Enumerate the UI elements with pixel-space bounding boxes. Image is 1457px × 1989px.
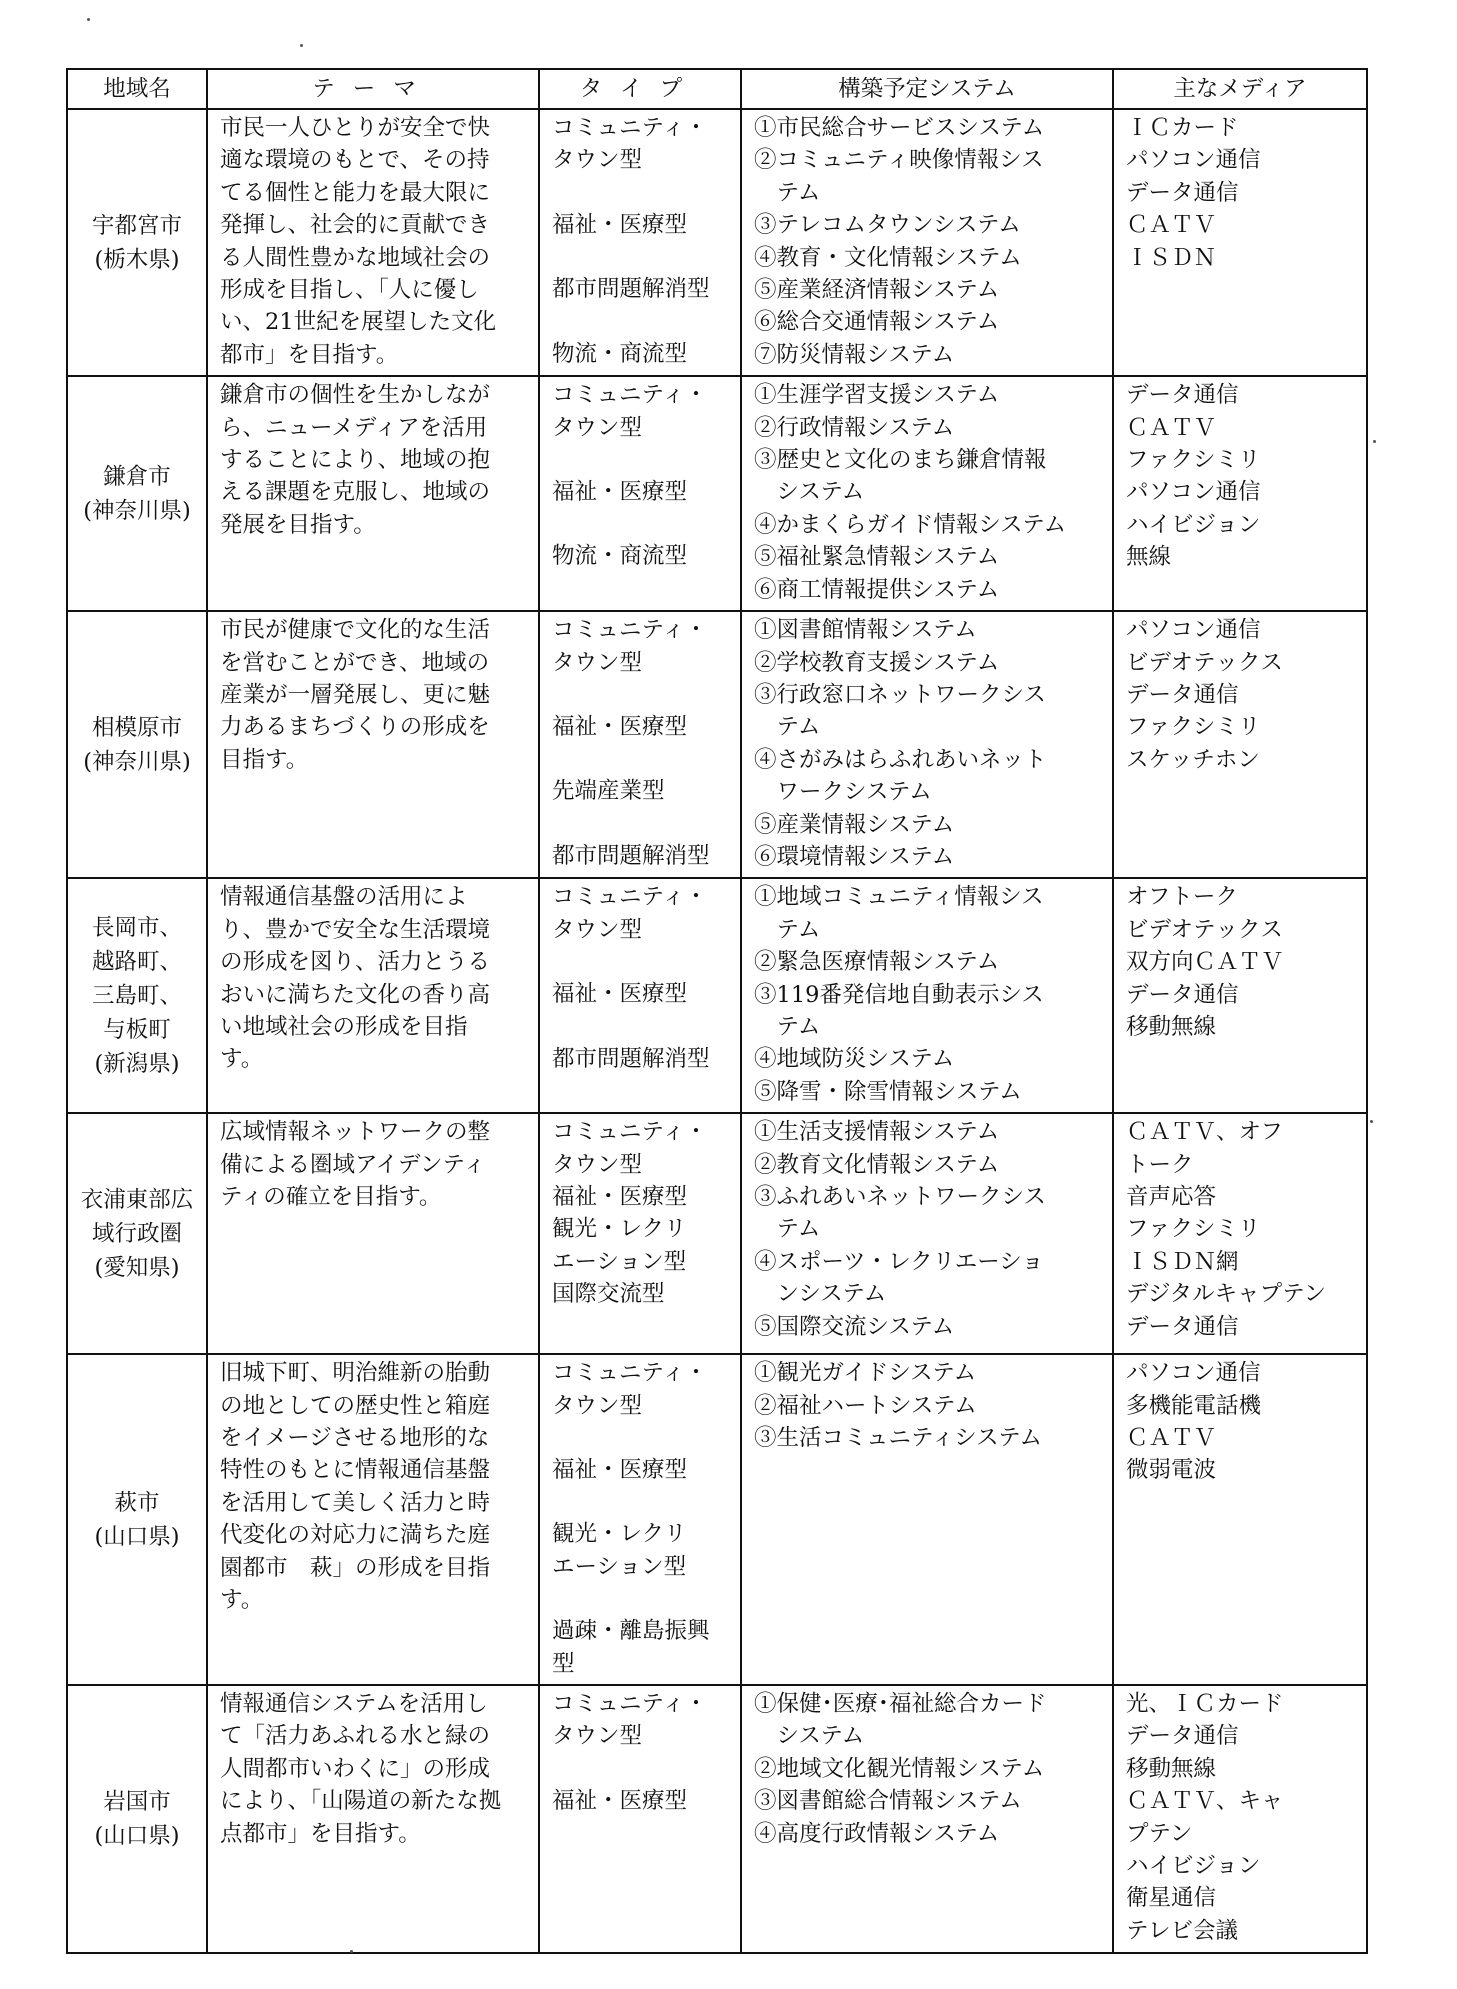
- theme-line: てる個性と能力を最大限に: [220, 179, 491, 206]
- scan-speck: [350, 1950, 353, 1953]
- region-line: (神奈川県): [83, 497, 191, 524]
- region-name-cell: [67, 878, 207, 1113]
- systems-line: システム: [754, 1723, 865, 1750]
- systems-line: ②地域文化観光情報システム: [754, 1755, 1045, 1782]
- systems-line: ⑤産業情報システム: [754, 811, 955, 838]
- types-line: 先端産業型: [552, 778, 665, 805]
- systems-cell: [741, 1354, 1113, 1685]
- theme-cell: [207, 1685, 539, 1953]
- types-line: 福祉・医療型: [552, 713, 688, 740]
- types-line: 福祉・医療型: [552, 211, 688, 238]
- types-line: コミュニティ・: [552, 1691, 708, 1718]
- region-name-cell: [67, 376, 207, 611]
- types-line: 観光・レクリ: [552, 1521, 687, 1548]
- region-name-cell: [67, 1354, 207, 1685]
- media-line: ハイビジョン: [1126, 1853, 1261, 1880]
- systems-line: ⑥総合交通情報システム: [754, 309, 1000, 336]
- media-line: デジタルキャプテン: [1126, 1281, 1327, 1308]
- region-line: 衣浦東部広: [80, 1186, 194, 1213]
- region-line: 越路町、: [91, 948, 182, 975]
- theme-line: 園都市 萩」の形成を目指: [220, 1554, 491, 1581]
- media-line: データ通信: [1126, 681, 1239, 708]
- types-line: 福祉・医療型: [552, 1787, 688, 1814]
- media-line: ビデオテックス: [1126, 649, 1283, 676]
- systems-line: ⑥商工情報提供システム: [754, 576, 1000, 603]
- theme-line: 特性のもとに情報通信基盤: [220, 1457, 491, 1484]
- theme-cell: [207, 611, 539, 878]
- table-row: [67, 1685, 1367, 1953]
- media-line: ＣＡＴＶ: [1126, 212, 1217, 239]
- media-line: 移動無線: [1126, 1755, 1217, 1782]
- region-line: 長岡市、: [91, 914, 182, 941]
- systems-line: ①地域コミュニティ情報シス: [754, 884, 1044, 911]
- theme-line: を活用して美しく活力と時: [220, 1489, 491, 1516]
- table-row: [67, 878, 1367, 1113]
- media-line: データ通信: [1126, 1313, 1239, 1340]
- systems-line: ③119番発信地自動表示シス: [754, 981, 1044, 1008]
- theme-line: 適な環境のもとで、その持: [220, 147, 490, 174]
- theme-cell: [207, 1113, 539, 1354]
- type-cell: [539, 109, 741, 376]
- media-line: 多機能電話機: [1126, 1392, 1262, 1419]
- spacer: [552, 1011, 734, 1043]
- types-line: エーション型: [552, 1553, 687, 1580]
- systems-line: ⑤福祉緊急情報システム: [754, 544, 1000, 571]
- spacer: [552, 679, 734, 711]
- types-line: タウン型: [552, 147, 643, 174]
- theme-line: える課題を克服し、地域の: [220, 479, 491, 506]
- theme-line: 都市」を目指す。: [220, 341, 399, 368]
- theme-cell: [207, 1354, 539, 1685]
- systems-line: ④かまくらガイド情報システム: [754, 511, 1067, 538]
- type-cell: [539, 1685, 741, 1953]
- types-line: コミュニティ・: [552, 884, 708, 911]
- systems-line: ④高度行政情報システム: [754, 1820, 1000, 1847]
- theme-cell: [207, 376, 539, 611]
- types-line: タウン型: [552, 1723, 643, 1750]
- systems-line: テム: [754, 714, 821, 741]
- region-line: 域行政圏: [91, 1220, 182, 1247]
- media-line: ファクシミリ: [1126, 1216, 1261, 1243]
- systems-line: ④教育・文化情報システム: [754, 244, 1022, 271]
- media-line: ＣＡＴＶ、オフ: [1126, 1119, 1283, 1146]
- media-cell: [1113, 109, 1367, 376]
- systems-line: テム: [754, 1216, 821, 1243]
- media-line: ハイビジョン: [1126, 511, 1261, 538]
- region-line: (神奈川県): [83, 748, 191, 775]
- region-line: 鎌倉市: [103, 463, 171, 490]
- region-name-cell: [67, 1685, 207, 1953]
- media-cell: [1113, 376, 1367, 611]
- theme-line: て「活力あふれる水と緑の: [220, 1723, 491, 1750]
- systems-cell: [741, 109, 1113, 376]
- systems-line: ⑤産業経済情報システム: [754, 277, 1000, 304]
- systems-line: ②コミュニティ映像情報シス: [754, 147, 1044, 174]
- media-line: パソコン通信: [1126, 479, 1261, 506]
- region-line: (栃木県): [94, 246, 180, 273]
- scan-speck: [300, 44, 303, 47]
- theme-line: す。: [220, 1046, 264, 1073]
- theme-line: 広域情報ネットワークの整: [220, 1119, 491, 1146]
- systems-line: ③行政窓口ネットワークシス: [754, 681, 1046, 708]
- systems-line: ①生活支援情報システム: [754, 1119, 1000, 1146]
- types-line: 観光・レクリ: [552, 1216, 687, 1243]
- systems-line: ②福祉ハートシステム: [754, 1392, 977, 1419]
- theme-line: 産業が一層発展し、更に魅: [220, 681, 491, 708]
- header-type: タイプ: [539, 69, 741, 109]
- types-line: タウン型: [552, 1392, 643, 1419]
- theme-line: をイメージさせる地形的な: [220, 1425, 490, 1451]
- document-page: [66, 68, 1366, 1954]
- media-line: データ通信: [1126, 382, 1239, 409]
- header-systems: 構築予定システム: [741, 69, 1113, 109]
- systems-line: ②緊急医療情報システム: [754, 949, 1000, 976]
- theme-line: おいに満ちた文化の香り高: [220, 981, 491, 1008]
- spacer: [552, 177, 734, 209]
- types-line: 福祉・医療型: [552, 479, 688, 506]
- media-line: 移動無線: [1126, 1013, 1217, 1040]
- types-line: 都市問題解消型: [552, 842, 710, 869]
- systems-line: ③図書館総合情報システム: [754, 1788, 1022, 1815]
- types-line: 国際交流型: [552, 1281, 665, 1308]
- types-line: コミュニティ・: [552, 382, 708, 409]
- theme-line: を営むことができ、地域の: [220, 649, 490, 676]
- theme-line: 発揮し、社会的に貢献でき: [220, 212, 491, 239]
- theme-line: により、「山陽道の新たな拠: [220, 1788, 502, 1815]
- region-line: (山口県): [94, 1823, 180, 1850]
- header-theme: テーマ: [207, 69, 539, 109]
- media-line: ＣＡＴＶ、キャ: [1126, 1788, 1284, 1815]
- spacer: [552, 1486, 734, 1518]
- systems-line: ③ふれあいネットワークシス: [754, 1184, 1046, 1210]
- scan-speck: [1370, 1120, 1373, 1123]
- systems-cell: [741, 376, 1113, 611]
- table-row: [67, 1113, 1367, 1354]
- media-line: 双方向ＣＡＴＶ: [1126, 949, 1284, 976]
- spacer: [552, 808, 734, 840]
- media-line: データ通信: [1126, 1723, 1239, 1750]
- scan-speck: [87, 18, 90, 21]
- theme-line: 旧城下町、明治維新の胎動: [220, 1360, 491, 1387]
- media-cell: [1113, 1113, 1367, 1354]
- regional-systems-table: [66, 68, 1368, 1954]
- types-line: タウン型: [552, 916, 643, 943]
- region-line: 与板町: [103, 1016, 171, 1043]
- media-line: 衛星通信: [1126, 1885, 1217, 1912]
- types-line: タウン型: [552, 649, 643, 676]
- systems-cell: [741, 1685, 1113, 1953]
- media-line: 光、ＩＣカード: [1126, 1691, 1284, 1718]
- theme-line: ティの確立を目指す。: [220, 1184, 442, 1210]
- type-cell: [539, 376, 741, 611]
- systems-line: ④スポーツ・レクリエーショ: [754, 1248, 1044, 1275]
- scan-speck: [1373, 440, 1376, 443]
- theme-line: 備による圏域アイデンティ: [220, 1151, 486, 1178]
- spacer: [552, 1583, 734, 1615]
- types-line: 福祉・医療型: [552, 981, 688, 1008]
- types-line: 福祉・医療型: [552, 1184, 688, 1210]
- media-cell: [1113, 1354, 1367, 1685]
- theme-line: い地域社会の形成を目指: [220, 1013, 468, 1040]
- table-row: [67, 376, 1367, 611]
- type-cell: [539, 1113, 741, 1354]
- theme-line: り、豊かで安全な生活環境: [220, 916, 491, 943]
- media-line: トーク: [1126, 1151, 1194, 1178]
- types-line: 物流・商流型: [552, 543, 688, 570]
- systems-line: ①図書館情報システム: [754, 617, 977, 644]
- table-row: [67, 1354, 1367, 1685]
- systems-line: ⑦防災情報システム: [754, 341, 955, 368]
- systems-line: ④地域防災システム: [754, 1046, 955, 1073]
- systems-line: ①市民総合サービスシステム: [754, 115, 1045, 141]
- systems-line: システム: [754, 479, 865, 506]
- media-line: ＣＡＴＶ: [1126, 414, 1217, 441]
- systems-line: ②行政情報システム: [754, 414, 955, 441]
- systems-line: ワークシステム: [754, 779, 932, 806]
- systems-line: テム: [754, 1013, 821, 1040]
- media-line: オフトーク: [1126, 884, 1238, 911]
- theme-line: る人間性豊かな地域社会の: [220, 244, 491, 271]
- media-line: パソコン通信: [1126, 1360, 1261, 1387]
- media-line: パソコン通信: [1126, 617, 1261, 644]
- theme-line: ら、ニューメディアを活用: [220, 414, 488, 441]
- types-line: 過疎・離島振興: [552, 1618, 710, 1645]
- spacer: [552, 241, 734, 273]
- theme-line: 情報通信基盤の活用によ: [220, 884, 468, 911]
- theme-line: す。: [220, 1587, 264, 1614]
- region-line: 宇都宮市: [91, 212, 182, 239]
- media-cell: [1113, 878, 1367, 1113]
- region-line: 相模原市: [91, 714, 182, 741]
- media-line: テレビ会議: [1126, 1917, 1239, 1944]
- header-region: 地域名: [67, 69, 207, 109]
- systems-line: ③生活コミュニティシステム: [754, 1425, 1043, 1451]
- media-line: 音声応答: [1126, 1184, 1217, 1210]
- types-line: コミュニティ・: [552, 1360, 708, 1387]
- media-line: ＩＳＤＮ網: [1126, 1248, 1239, 1275]
- types-line: 型: [552, 1650, 575, 1677]
- theme-line: の地としての歴史性と箱庭: [220, 1392, 491, 1419]
- systems-line: ②学校教育支援システム: [754, 649, 1000, 676]
- type-cell: [539, 611, 741, 878]
- media-line: ファクシミリ: [1126, 447, 1261, 474]
- theme-line: 代変化の対応力に満ちた庭: [220, 1522, 491, 1549]
- media-line: データ通信: [1126, 981, 1239, 1008]
- types-line: コミュニティ・: [552, 115, 708, 141]
- types-line: エーション型: [552, 1248, 687, 1275]
- media-line: ファクシミリ: [1126, 714, 1261, 741]
- region-name-cell: [67, 109, 207, 376]
- theme-line: 人間都市いわくに」の形成: [220, 1755, 491, 1782]
- type-cell: [539, 878, 741, 1113]
- theme-line: 点都市」を目指す。: [220, 1820, 421, 1847]
- spacer: [552, 946, 734, 978]
- media-line: プテン: [1126, 1820, 1193, 1847]
- region-line: (新潟県): [94, 1050, 180, 1077]
- systems-line: テム: [754, 179, 821, 206]
- spacer: [552, 1753, 734, 1785]
- systems-line: ②教育文化情報システム: [754, 1151, 1000, 1178]
- systems-line: ンシステム: [754, 1281, 887, 1308]
- region-line: 岩国市: [103, 1789, 171, 1816]
- media-line: ＣＡＴＶ: [1126, 1425, 1217, 1451]
- media-line: データ通信: [1126, 179, 1239, 206]
- media-line: ＩＣカード: [1126, 115, 1239, 141]
- spacer: [552, 508, 734, 540]
- region-name-cell: [67, 1113, 207, 1354]
- theme-line: 力あるまちづくりの形成を: [220, 714, 490, 741]
- theme-line: 市民一人ひとりが安全で快: [220, 115, 491, 141]
- types-line: タウン型: [552, 414, 643, 441]
- theme-line: い、21世紀を展望した文化: [220, 309, 497, 336]
- systems-line: ①観光ガイドシステム: [754, 1360, 977, 1387]
- media-line: ビデオテックス: [1126, 916, 1283, 943]
- media-line: ＩＳＤＮ: [1126, 244, 1217, 271]
- theme-cell: [207, 109, 539, 376]
- theme-line: 形成を目指し、「人に優し: [220, 277, 479, 304]
- types-line: 物流・商流型: [552, 340, 688, 367]
- theme-line: することにより、地域の抱: [220, 447, 491, 474]
- systems-line: ①保健･医療･福祉総合カード: [754, 1691, 1047, 1718]
- table-header-row: [67, 69, 1367, 109]
- theme-line: 情報通信システムを活用し: [220, 1691, 488, 1718]
- region-name-cell: [67, 611, 207, 878]
- theme-line: の形成を図り、活力とうる: [220, 949, 491, 976]
- types-line: コミュニティ・: [552, 617, 708, 644]
- systems-cell: [741, 611, 1113, 878]
- table-body: [67, 109, 1367, 1953]
- spacer: [552, 306, 734, 338]
- systems-line: テム: [754, 916, 821, 943]
- region-line: 三島町、: [91, 982, 182, 1009]
- systems-cell: [741, 878, 1113, 1113]
- media-line: 微弱電波: [1126, 1457, 1217, 1484]
- theme-line: 目指す。: [220, 746, 309, 773]
- systems-line: ①生涯学習支援システム: [754, 382, 1000, 409]
- region-line: 萩市: [114, 1489, 160, 1516]
- type-cell: [539, 1354, 741, 1685]
- region-line: (愛知県): [94, 1254, 180, 1281]
- types-line: 福祉・医療型: [552, 1457, 688, 1483]
- media-line: 無線: [1126, 544, 1172, 571]
- types-line: タウン型: [552, 1151, 643, 1178]
- table-row: [67, 611, 1367, 878]
- spacer: [552, 444, 734, 476]
- theme-line: 鎌倉市の個性を生かしなが: [220, 382, 491, 409]
- types-line: 都市問題解消型: [552, 1045, 710, 1072]
- systems-cell: [741, 1113, 1113, 1354]
- table-row: [67, 109, 1367, 376]
- systems-line: ③テレコムタウンシステム: [754, 212, 1021, 239]
- types-line: コミュニティ・: [552, 1119, 708, 1146]
- media-line: スケッチホン: [1126, 746, 1260, 773]
- spacer: [552, 1422, 734, 1454]
- theme-line: 市民が健康で文化的な生活: [220, 617, 491, 644]
- systems-line: ⑤国際交流システム: [754, 1313, 955, 1340]
- systems-line: ④さがみはらふれあいネット: [754, 746, 1047, 773]
- media-cell: [1113, 611, 1367, 878]
- region-line: (山口県): [94, 1523, 180, 1550]
- header-media: 主なメディア: [1113, 69, 1367, 109]
- media-cell: [1113, 1685, 1367, 1953]
- systems-line: ③歴史と文化のまち鎌倉情報: [754, 447, 1047, 474]
- systems-line: ⑥環境情報システム: [754, 843, 955, 870]
- theme-line: 発展を目指す。: [220, 511, 376, 538]
- types-line: 都市問題解消型: [552, 276, 710, 303]
- theme-cell: [207, 878, 539, 1113]
- media-line: パソコン通信: [1126, 147, 1261, 174]
- spacer: [552, 743, 734, 775]
- systems-line: ⑤降雪・除雪情報システム: [754, 1078, 1022, 1105]
